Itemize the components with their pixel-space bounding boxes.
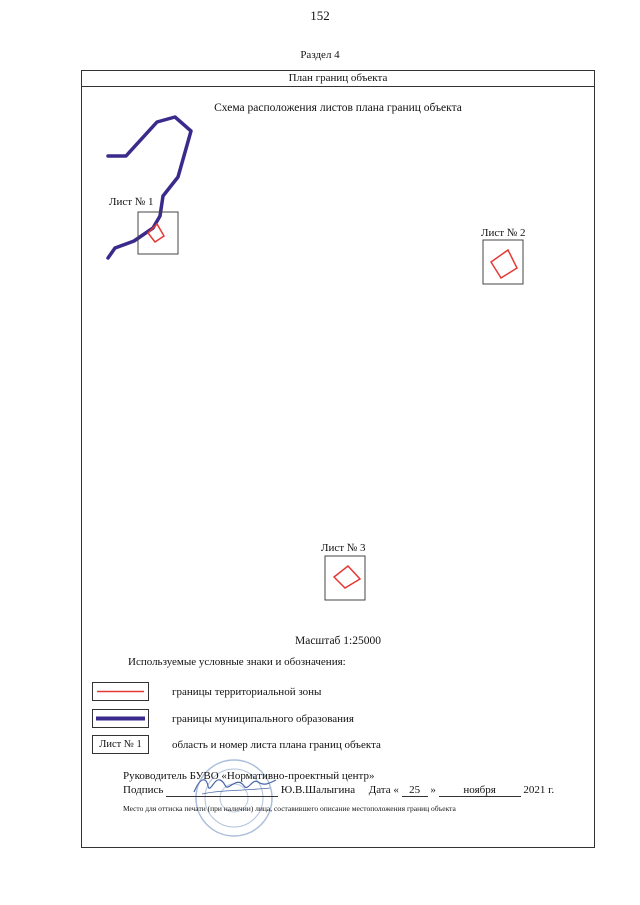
date-day: 25 <box>402 784 428 797</box>
legend-municipal-text: границы муниципального образования <box>172 713 354 725</box>
sheet-2-label: Лист № 2 <box>481 227 526 239</box>
scale-label: Масштаб 1:25000 <box>295 635 381 647</box>
sign-label: Подпись <box>123 784 164 796</box>
signer-name: Ю.В.Шалыгина <box>280 784 356 796</box>
legend-municipal-swatch <box>92 709 149 728</box>
sheet-1-label: Лист № 1 <box>109 196 154 208</box>
date-mid: » <box>430 784 436 796</box>
signature-row <box>123 784 554 797</box>
sheet-3-zone <box>334 566 360 588</box>
legend-title: Используемые условные знаки и обозначения: <box>128 656 346 668</box>
sheet-1-zone <box>148 224 164 242</box>
frame-header: План границ объекта <box>81 70 595 87</box>
date-month: ноября <box>439 784 521 797</box>
sheet-3-label: Лист № 3 <box>321 542 366 554</box>
legend-zone-text: границы территориальной зоны <box>172 686 322 698</box>
date-year: 2021 г. <box>523 784 555 796</box>
head-line: Руководитель БУВО «Нормативно-проектный центр» <box>123 770 375 782</box>
page-number: 152 <box>310 8 330 23</box>
purple-line-icon <box>93 710 148 727</box>
legend-sheet-swatch: Лист № 1 <box>92 735 149 754</box>
legend-sheet-text: область и номер листа плана границ объекта <box>172 739 381 751</box>
stamp-footnote: Место для оттиска печати (при наличии) лица, составившего описание местоположения границ объекта <box>123 804 456 813</box>
red-line-icon <box>93 683 148 700</box>
schema-title: Схема расположения листов плана границ объекта <box>214 102 462 114</box>
sheet-2-zone <box>491 250 517 278</box>
legend-zone-swatch <box>92 682 149 701</box>
municipal-border-line <box>108 117 191 258</box>
date-label: Дата « <box>368 784 399 796</box>
section-title: Раздел 4 <box>300 49 340 61</box>
signature-field <box>166 784 278 797</box>
